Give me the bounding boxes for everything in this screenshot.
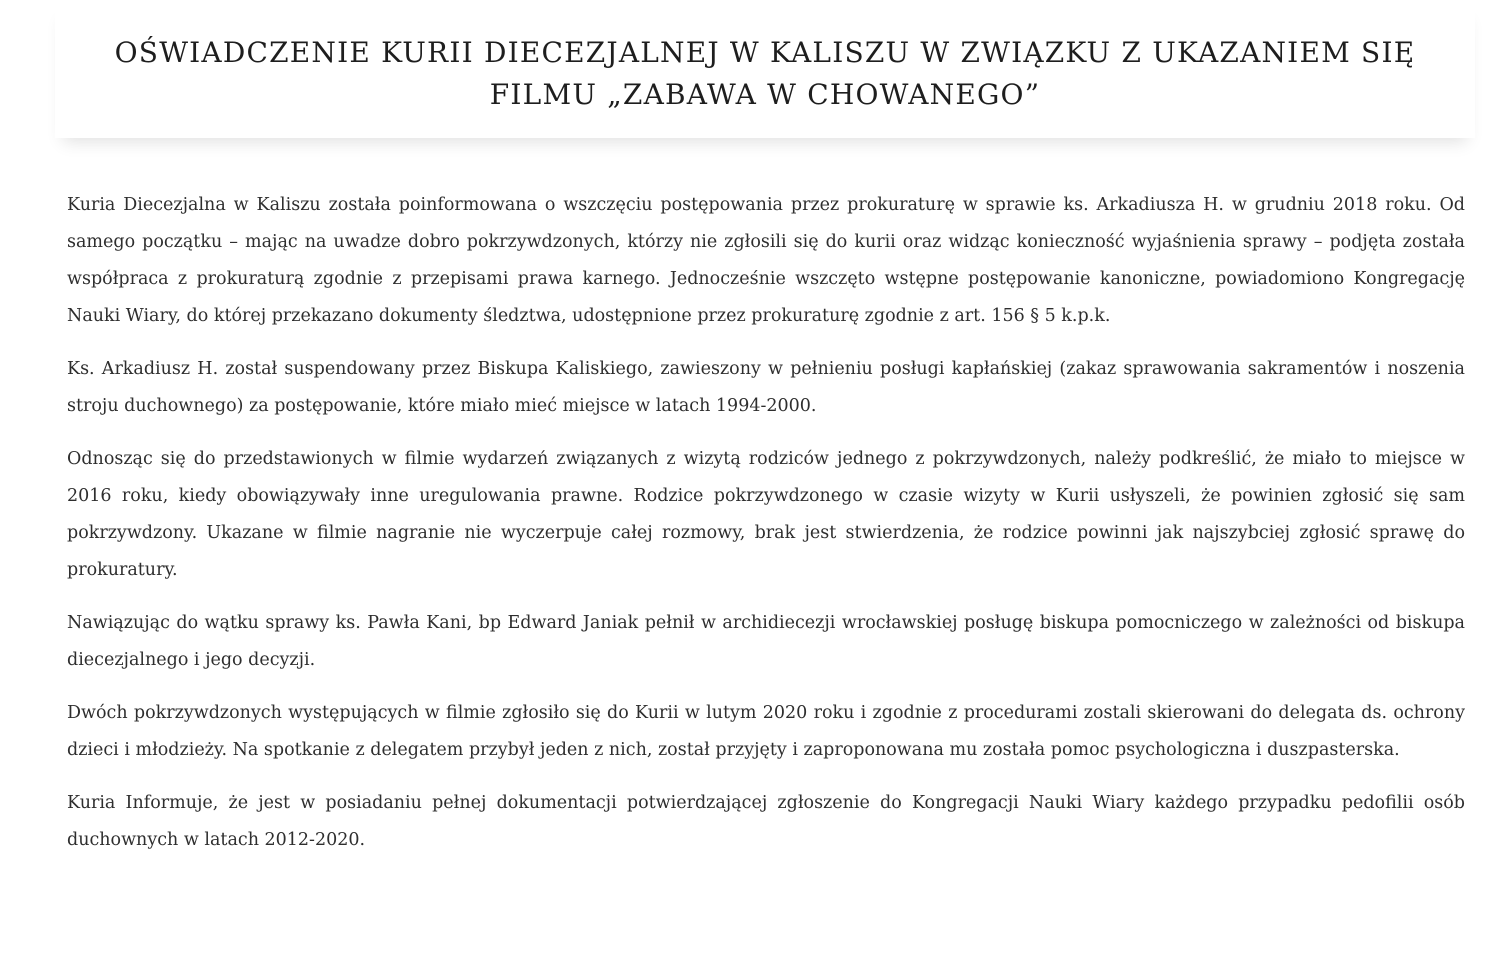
article-body — [67, 187, 1465, 875]
paragraph: Ks. Arkadiusz H. został suspendowany przez Biskupa Kaliskiego, zawieszony w pełnieniu posługi kapłańskiej (zakaz sprawowania sakramentów i noszenia stroju duchownego) za postępowanie, które miało mieć miejsce w latach 1994-2000. — [67, 359, 1465, 416]
paragraph: Dwóch pokrzywdzonych występujących w filmie zgłosiło się do Kurii w lutym 2020 roku i zgodnie z procedurami zostali skierowani do delegata ds. ochrony dzieci i młodzieży. Na spotkanie z delegatem przybył jeden z nich, został przyjęty i zaproponowana mu została pomoc psychologiczna i duszpasterska. — [67, 703, 1465, 760]
page-title-line-1: OŚWIADCZENIE KURII DIECEZJALNEJ W KALISZU W ZWIĄZKU Z UKAZANIEM SIĘ — [114, 36, 1416, 69]
paragraph: Kuria Diecezjalna w Kaliszu została poinformowana o wszczęciu postępowania przez prokuraturę w sprawie ks. Arkadiusza H. w grudniu 2018 roku. Od samego początku – mając na uwadze dobro pokrzywdzonych, którzy nie zgłosili się do kurii oraz widząc konieczność wyjaśnienia sprawy – podjęta została współpraca z prokuraturą zgodnie z przepisami prawa karnego. Jednocześnie wszczęto wstępne postępowanie kanoniczne, powiadomiono Kongregację Nauki Wiary, do której przekazano dokumenty śledztwa, udostępnione przez prokuraturę zgodnie z art. 156 § 5 k.p.k. — [67, 195, 1465, 326]
page-title-line-2: FILMU „ZABAWA W CHOWANEGO” — [489, 78, 1041, 111]
paragraph: Odnosząc się do przedstawionych w filmie wydarzeń związanych z wizytą rodziców jednego z pokrzywdzonych, należy podkreślić, że miało to miejsce w 2016 roku, kiedy obowiązywały inne uregulowania prawne. Rodzice pokrzywdzonego w czasie wizyty w Kurii usłyszeli, że powinien zgłosić się sam pokrzywdzony. Ukazane w filmie nagranie nie wyczerpuje całej rozmowy, brak jest stwierdzenia, że rodzice powinni jak najszybciej zgłosić sprawę do prokuratury. — [67, 449, 1465, 580]
page-title — [55, 32, 1475, 116]
paragraph: Kuria Informuje, że jest w posiadaniu pełnej dokumentacji potwierdzającej zgłoszenie do Kongregacji Nauki Wiary każdego przypadku pedofilii osób duchownych w latach 2012-2020. — [67, 793, 1465, 850]
article-header — [55, 0, 1475, 138]
paragraph: Nawiązując do wątku sprawy ks. Pawła Kani, bp Edward Janiak pełnił w archidiecezji wrocławskiej posługę biskupa pomocniczego w zależności od biskupa diecezjalnego i jego decyzji. — [67, 613, 1465, 670]
